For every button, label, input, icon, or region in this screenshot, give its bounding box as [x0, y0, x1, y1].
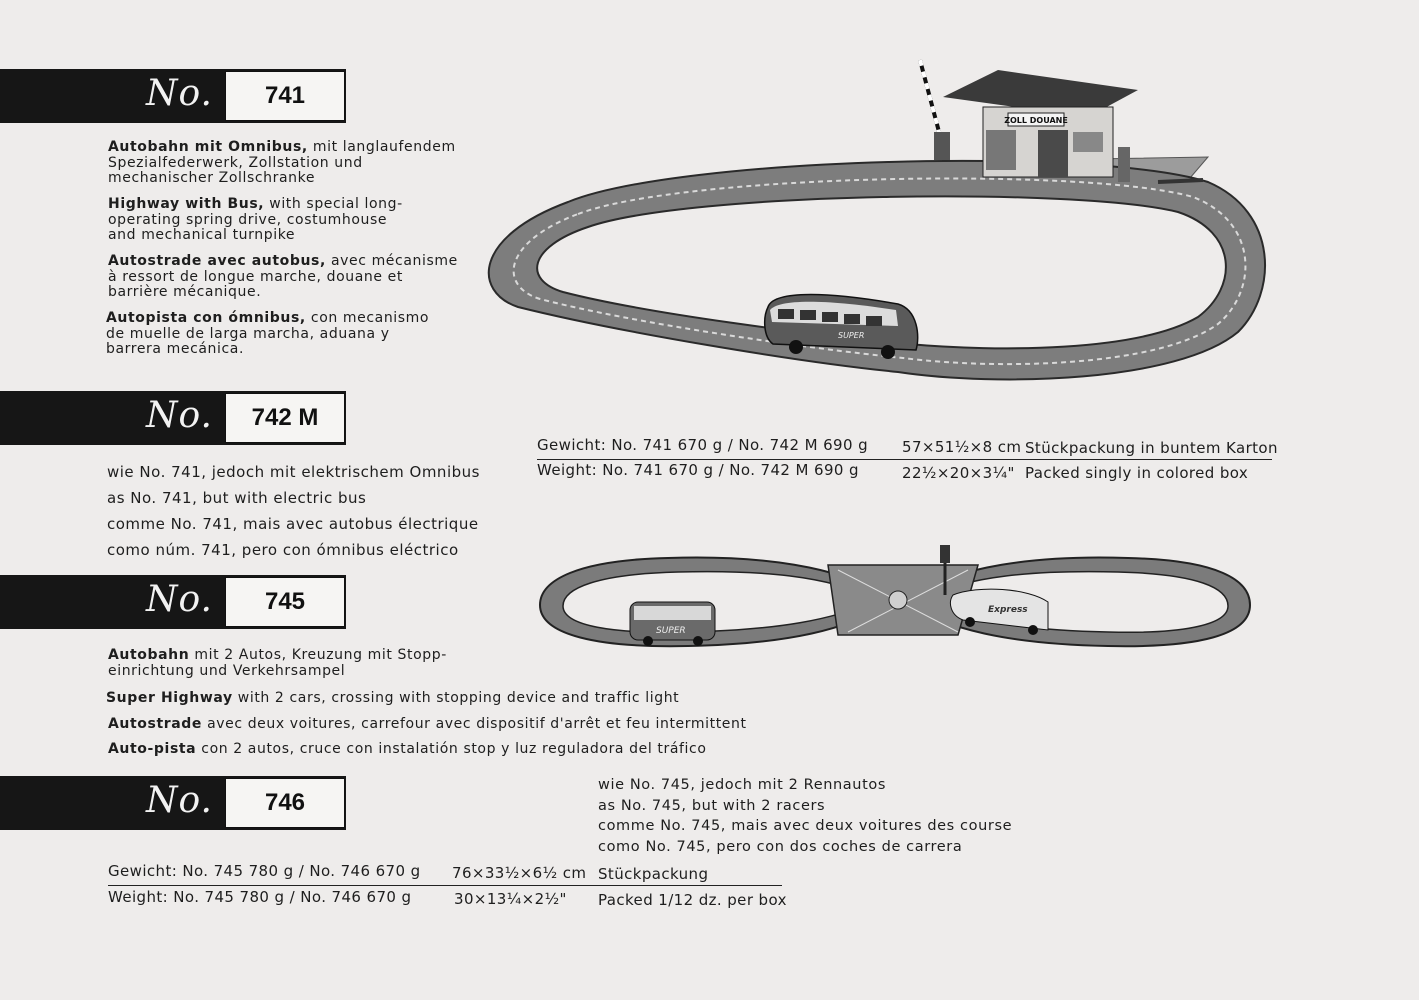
desc-741-fr: Autostrade avec autobus, avec mécanisme à ressort de longue marche, douane et barrière mécanique.	[108, 253, 458, 300]
desc-745-fr: Autostrade avec deux voitures, carrefour avec dispositif d'arrêt et feu intermittent	[108, 716, 747, 732]
desc-745-de: Autobahn mit 2 Autos, Kreuzung mit Stopp- einrichtung und Verkehrsampel	[108, 647, 447, 679]
no-script-label: No.	[146, 579, 213, 620]
desc-741-de: Autobahn mit Omnibus, mit langlaufendem Spezialfederwerk, Zollstation und mechanischer Zollschranke	[108, 139, 456, 186]
bus-icon	[630, 602, 715, 646]
svg-text:Express: Express	[988, 605, 1028, 615]
figure-eight-illustration	[538, 540, 1254, 660]
spec-741-weight-en: Weight: No. 741 670 g / No. 742 M 690 g	[537, 461, 859, 479]
spec-741-pack-en: Packed singly in colored box	[1025, 464, 1249, 482]
spec-741-divider	[537, 459, 1272, 460]
product-number: 746	[225, 778, 345, 828]
spec-745-divider	[108, 885, 782, 886]
spec-745-weight-en: Weight: No. 745 780 g / No. 746 670 g	[108, 888, 412, 906]
svg-text:SUPER: SUPER	[656, 626, 686, 636]
desc-745-en: Super Highway with 2 cars, crossing with stopping device and traffic light	[106, 690, 680, 706]
no-script-label: No.	[146, 780, 213, 821]
desc-742m-en: as No. 741, but with electric bus	[107, 489, 367, 507]
spec-745-pack-en: Packed 1/12 dz. per box	[598, 891, 787, 909]
highway-bus-illustration	[478, 52, 1278, 392]
svg-text:ZOLL DOUANE: ZOLL DOUANE	[1004, 116, 1068, 125]
spec-745-weight-de: Gewicht: No. 745 780 g / No. 746 670 g	[108, 862, 421, 880]
svg-text:SUPER: SUPER	[838, 331, 865, 340]
product-number: 745	[225, 577, 345, 627]
spec-741-weight-de: Gewicht: No. 741 670 g / No. 742 M 690 g	[537, 436, 869, 454]
product-number: 742 M	[225, 393, 345, 443]
spec-741-size-in: 22½×20×3¼"	[902, 464, 1015, 482]
product-header-745	[0, 575, 346, 629]
desc-746: wie No. 745, jedoch mit 2 Rennautos as No. 745, but with 2 racers comme No. 745, mais avec deux voitures des course como No. 745, pero con dos coches de carrera	[598, 777, 1013, 855]
spec-741-pack-de: Stückpackung in buntem Karton	[1025, 439, 1278, 457]
spec-745-pack-de: Stückpackung	[598, 865, 709, 883]
desc-742m-es: como núm. 741, pero con ómnibus eléctrico	[107, 541, 459, 559]
desc-742m-fr: comme No. 741, mais avec autobus électrique	[107, 515, 479, 533]
desc-741-es: Autopista con ómnibus, con mecanismo de muelle de larga marcha, aduana y barrera mecánica.	[106, 310, 430, 357]
desc-745-es: Auto-pista con 2 autos, cruce con instalatión stop y luz reguladora del tráfico	[108, 741, 707, 757]
product-header-746	[0, 776, 346, 830]
desc-741-en: Highway with Bus, with special long- operating spring drive, costumhouse and mechanical turnpike	[108, 196, 403, 243]
spec-741-size-cm: 57×51½×8 cm	[902, 438, 1022, 456]
product-header-742m	[0, 391, 346, 445]
product-number: 741	[225, 71, 345, 121]
no-script-label: No.	[146, 395, 213, 436]
no-script-label: No.	[146, 73, 213, 114]
desc-742m-de: wie No. 741, jedoch mit elektrischem Omnibus	[107, 463, 480, 481]
product-header-741	[0, 69, 346, 123]
spec-745-size-cm: 76×33½×6½ cm	[452, 864, 587, 882]
spec-745-size-in: 30×13¼×2½"	[454, 890, 567, 908]
